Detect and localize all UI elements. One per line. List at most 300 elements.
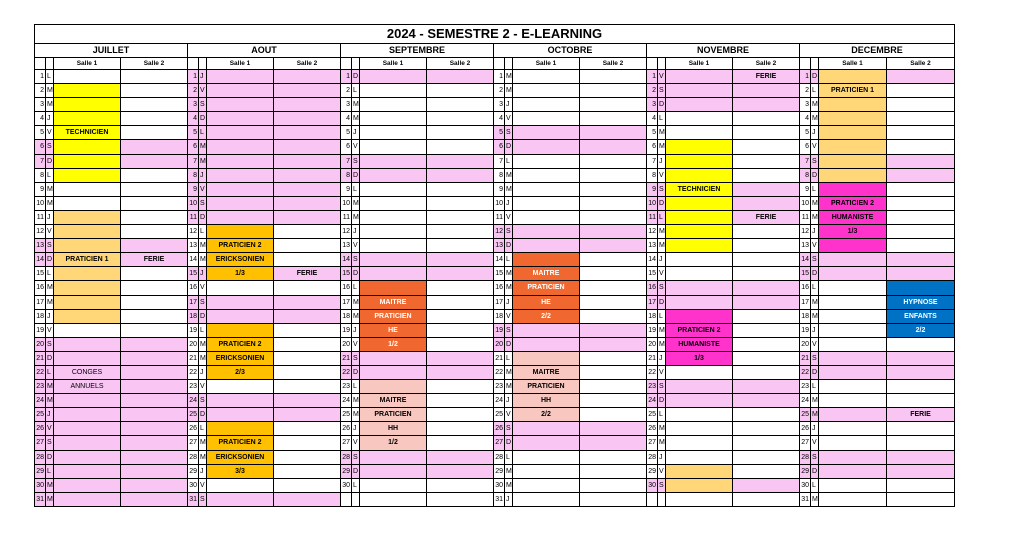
salle-header-row [35, 58, 188, 70]
salle-1-cell [54, 296, 121, 310]
salle-2-cell [274, 169, 341, 183]
day-number-header [800, 58, 811, 70]
day-row [341, 296, 494, 310]
day-number-header [188, 58, 199, 70]
salle-1-cell [819, 394, 887, 408]
day-number: 21 [35, 352, 46, 366]
day-number: 12 [188, 225, 199, 239]
weekday-letter: J [46, 408, 54, 422]
weekday-letter: M [658, 225, 666, 239]
day-number: 28 [494, 451, 505, 465]
day-row [341, 70, 494, 84]
day-row [35, 155, 188, 169]
day-row [188, 366, 341, 380]
day-row [35, 493, 188, 507]
salle-1-cell [666, 380, 733, 394]
salle-1-cell [54, 183, 121, 197]
day-number: 3 [494, 98, 505, 112]
weekday-letter: D [352, 70, 360, 84]
salle-1-cell: 1/2 [360, 436, 427, 450]
day-row [800, 169, 955, 183]
salle-1-cell: MAITRE [360, 296, 427, 310]
salle-1-cell: ANNUELS [54, 380, 121, 394]
salle-2-cell [733, 479, 800, 493]
day-row [647, 183, 800, 197]
salle-1-cell [54, 451, 121, 465]
weekday-letter: M [199, 155, 207, 169]
salle-2-cell [121, 183, 188, 197]
weekday-letter: D [199, 408, 207, 422]
salle-2-cell [580, 281, 647, 295]
salle-1-cell: 2/2 [513, 310, 580, 324]
salle-1-cell [54, 394, 121, 408]
weekday-letter: M [658, 239, 666, 253]
weekday-letter: M [505, 169, 513, 183]
weekday-letter: J [505, 394, 513, 408]
salle-1-cell [360, 112, 427, 126]
day-number: 13 [341, 239, 352, 253]
salle-2-cell [887, 380, 955, 394]
weekday-letter: J [46, 112, 54, 126]
day-row [188, 310, 341, 324]
salle-header-1: Salle 1 [513, 58, 580, 70]
salle-2-cell [733, 394, 800, 408]
day-row [800, 84, 955, 98]
salle-header-row [647, 58, 800, 70]
day-number: 16 [341, 281, 352, 295]
day-number [647, 493, 658, 507]
salle-2-cell [427, 479, 494, 493]
salle-1-cell: 2/3 [207, 366, 274, 380]
weekday-letter: V [505, 211, 513, 225]
salle-1-cell [666, 253, 733, 267]
day-row [341, 84, 494, 98]
weekday-letter: V [352, 338, 360, 352]
day-number-header [494, 58, 505, 70]
weekday-letter: V [658, 267, 666, 281]
salle-2-cell [733, 225, 800, 239]
weekday-letter: D [46, 155, 54, 169]
day-row [188, 70, 341, 84]
day-number: 5 [35, 126, 46, 140]
salle-1-cell [54, 281, 121, 295]
weekday-letter: S [811, 253, 819, 267]
day-row [647, 155, 800, 169]
weekday-letter: D [811, 366, 819, 380]
day-row [800, 183, 955, 197]
day-number: 5 [800, 126, 811, 140]
salle-2-cell [733, 352, 800, 366]
day-row [647, 422, 800, 436]
salle-2-cell [121, 394, 188, 408]
day-number: 11 [800, 211, 811, 225]
weekday-header [658, 58, 666, 70]
salle-1-cell [54, 155, 121, 169]
weekday-letter: M [199, 436, 207, 450]
day-row [341, 380, 494, 394]
day-number: 1 [800, 70, 811, 84]
salle-1-cell [819, 267, 887, 281]
day-row [800, 366, 955, 380]
salle-2-cell [274, 436, 341, 450]
weekday-letter: L [46, 465, 54, 479]
salle-1-cell [666, 296, 733, 310]
salle-1-cell [666, 479, 733, 493]
salle-2-cell [733, 408, 800, 422]
salle-2-cell [733, 267, 800, 281]
salle-2-cell [274, 155, 341, 169]
day-row [800, 140, 955, 154]
day-row [494, 296, 647, 310]
day-row [647, 211, 800, 225]
day-number: 17 [800, 296, 811, 310]
salle-1-cell [360, 267, 427, 281]
month-header: OCTOBRE [494, 44, 647, 58]
salle-2-cell [121, 493, 188, 507]
day-row [188, 211, 341, 225]
salle-2-cell [580, 112, 647, 126]
salle-2-cell [733, 422, 800, 436]
day-number: 9 [647, 183, 658, 197]
salle-1-cell: MAITRE [360, 394, 427, 408]
day-number: 30 [494, 479, 505, 493]
day-row [188, 436, 341, 450]
day-row [800, 310, 955, 324]
salle-2-cell [733, 253, 800, 267]
salle-2-cell [427, 380, 494, 394]
salle-1-cell [54, 310, 121, 324]
day-row [188, 225, 341, 239]
salle-2-cell [733, 366, 800, 380]
day-number: 7 [800, 155, 811, 169]
day-row [647, 253, 800, 267]
day-number: 18 [35, 310, 46, 324]
salle-2-cell [121, 211, 188, 225]
day-number: 10 [647, 197, 658, 211]
salle-1-cell: ERICKSONIEN [207, 352, 274, 366]
salle-1-cell [207, 112, 274, 126]
day-row [188, 380, 341, 394]
day-number: 28 [341, 451, 352, 465]
salle-1-cell [207, 155, 274, 169]
weekday-letter: V [352, 140, 360, 154]
day-number: 18 [494, 310, 505, 324]
day-row [494, 366, 647, 380]
salle-1-cell [819, 98, 887, 112]
day-row [800, 253, 955, 267]
salle-1-cell [666, 84, 733, 98]
day-number: 15 [494, 267, 505, 281]
weekday-letter: M [811, 394, 819, 408]
day-row [647, 380, 800, 394]
weekday-letter: V [811, 239, 819, 253]
salle-2-cell [427, 310, 494, 324]
day-number: 4 [647, 112, 658, 126]
day-number: 17 [188, 296, 199, 310]
salle-2-cell [121, 281, 188, 295]
salle-2-cell [274, 324, 341, 338]
day-number: 16 [188, 281, 199, 295]
calendar-title: 2024 - SEMESTRE 2 - E-LEARNING [35, 25, 955, 44]
weekday-letter: S [505, 126, 513, 140]
day-number: 14 [188, 253, 199, 267]
salle-1-cell [666, 281, 733, 295]
weekday-letter: S [199, 197, 207, 211]
weekday-letter: L [811, 84, 819, 98]
weekday-letter: D [811, 465, 819, 479]
weekday-letter: V [199, 380, 207, 394]
day-row [647, 140, 800, 154]
salle-1-cell: 1/2 [360, 338, 427, 352]
salle-2-cell [733, 155, 800, 169]
salle-2-cell [733, 197, 800, 211]
salle-2-cell [427, 338, 494, 352]
salle-2-cell [580, 267, 647, 281]
day-number: 6 [341, 140, 352, 154]
salle-header-row [188, 58, 341, 70]
salle-1-cell [513, 451, 580, 465]
salle-1-cell [360, 380, 427, 394]
day-row [494, 394, 647, 408]
day-number: 20 [800, 338, 811, 352]
salle-2-cell [121, 84, 188, 98]
day-row [494, 140, 647, 154]
salle-2-cell [121, 98, 188, 112]
weekday-letter: L [658, 408, 666, 422]
salle-1-cell [666, 155, 733, 169]
day-row [647, 70, 800, 84]
day-row [494, 197, 647, 211]
salle-2-cell [274, 225, 341, 239]
weekday-letter: M [352, 211, 360, 225]
day-row [341, 225, 494, 239]
day-row [800, 211, 955, 225]
day-number: 23 [494, 380, 505, 394]
salle-1-cell [207, 324, 274, 338]
day-row [35, 225, 188, 239]
salle-1-cell: HUMANISTE [666, 338, 733, 352]
salle-1-cell [666, 408, 733, 422]
salle-2-cell [580, 225, 647, 239]
salle-2-cell [580, 493, 647, 507]
weekday-letter: D [199, 211, 207, 225]
day-row [341, 408, 494, 422]
salle-2-cell [274, 465, 341, 479]
day-row [800, 436, 955, 450]
day-number: 9 [494, 183, 505, 197]
day-row [35, 281, 188, 295]
day-row [35, 197, 188, 211]
day-number: 4 [188, 112, 199, 126]
salle-2-cell [887, 239, 955, 253]
salle-2-cell [580, 253, 647, 267]
day-number: 8 [188, 169, 199, 183]
day-number: 20 [494, 338, 505, 352]
day-row [800, 465, 955, 479]
weekday-letter: L [505, 155, 513, 169]
salle-1-cell [360, 211, 427, 225]
salle-2-cell [274, 281, 341, 295]
day-row [341, 140, 494, 154]
salle-1-cell [819, 465, 887, 479]
salle-2-cell [274, 380, 341, 394]
weekday-letter: V [46, 422, 54, 436]
day-number: 16 [647, 281, 658, 295]
salle-1-cell [207, 310, 274, 324]
day-number: 13 [494, 239, 505, 253]
weekday-letter: S [658, 183, 666, 197]
salle-1-cell [360, 493, 427, 507]
day-number: 7 [647, 155, 658, 169]
day-row [341, 352, 494, 366]
month-column-juillet [35, 44, 188, 507]
salle-2-cell [121, 408, 188, 422]
day-number: 31 [494, 493, 505, 507]
day-number: 19 [800, 324, 811, 338]
weekday-letter: V [46, 225, 54, 239]
weekday-letter: V [352, 436, 360, 450]
weekday-letter: M [658, 422, 666, 436]
salle-2-cell [274, 112, 341, 126]
salle-2-cell [427, 140, 494, 154]
day-number: 27 [800, 436, 811, 450]
day-number: 23 [341, 380, 352, 394]
weekday-letter: J [352, 324, 360, 338]
weekday-letter: M [352, 112, 360, 126]
day-number: 1 [341, 70, 352, 84]
calendar-table [34, 24, 955, 507]
weekday-letter: D [505, 436, 513, 450]
salle-1-cell [666, 70, 733, 84]
salle-1-cell [207, 394, 274, 408]
salle-1-cell [513, 352, 580, 366]
salle-2-cell [580, 155, 647, 169]
weekday-letter: V [46, 126, 54, 140]
salle-1-cell: 3/3 [207, 465, 274, 479]
day-row [341, 366, 494, 380]
day-number: 15 [647, 267, 658, 281]
salle-1-cell [819, 310, 887, 324]
salle-2-cell [887, 197, 955, 211]
weekday-letter [658, 493, 666, 507]
day-number: 11 [494, 211, 505, 225]
weekday-letter: S [811, 352, 819, 366]
weekday-letter: L [199, 126, 207, 140]
day-number: 26 [800, 422, 811, 436]
day-number: 2 [800, 84, 811, 98]
day-row [188, 253, 341, 267]
day-number: 13 [647, 239, 658, 253]
day-number: 26 [35, 422, 46, 436]
day-number: 22 [494, 366, 505, 380]
day-row [494, 112, 647, 126]
month-column-novembre [647, 44, 800, 507]
salle-1-cell [513, 239, 580, 253]
salle-2-cell [274, 338, 341, 352]
weekday-letter: S [505, 422, 513, 436]
salle-1-cell [360, 70, 427, 84]
weekday-letter: S [46, 436, 54, 450]
day-number: 21 [341, 352, 352, 366]
weekday-letter: L [352, 380, 360, 394]
salle-1-cell [360, 479, 427, 493]
weekday-letter: M [505, 366, 513, 380]
day-row [188, 155, 341, 169]
salle-1-cell: ERICKSONIEN [207, 253, 274, 267]
day-row [647, 479, 800, 493]
day-number-header [647, 58, 658, 70]
day-row [494, 84, 647, 98]
salle-header-1: Salle 1 [819, 58, 887, 70]
salle-1-cell [819, 493, 887, 507]
salle-header-2: Salle 2 [427, 58, 494, 70]
day-number: 31 [188, 493, 199, 507]
salle-1-cell [513, 211, 580, 225]
day-row [494, 239, 647, 253]
salle-2-cell [580, 296, 647, 310]
day-row [494, 169, 647, 183]
salle-1-cell [207, 479, 274, 493]
salle-2-cell [121, 197, 188, 211]
salle-2-cell [274, 408, 341, 422]
day-number: 18 [341, 310, 352, 324]
weekday-letter: S [199, 394, 207, 408]
day-number: 31 [800, 493, 811, 507]
day-row [341, 112, 494, 126]
day-row [494, 126, 647, 140]
weekday-letter: M [811, 112, 819, 126]
salle-1-cell [54, 98, 121, 112]
salle-1-cell [360, 366, 427, 380]
day-row [188, 338, 341, 352]
day-number: 8 [341, 169, 352, 183]
salle-1-cell: HUMANISTE [819, 211, 887, 225]
day-number: 12 [800, 225, 811, 239]
weekday-letter: J [811, 225, 819, 239]
day-number [341, 493, 352, 507]
salle-2-cell [121, 239, 188, 253]
day-number: 10 [494, 197, 505, 211]
day-number: 31 [35, 493, 46, 507]
weekday-letter: M [505, 267, 513, 281]
salle-2-cell: ENFANTS [887, 310, 955, 324]
day-number: 5 [494, 126, 505, 140]
salle-1-cell [666, 366, 733, 380]
day-number: 11 [647, 211, 658, 225]
salle-1-cell [819, 70, 887, 84]
salle-1-cell [513, 465, 580, 479]
weekday-letter: J [658, 451, 666, 465]
salle-2-cell [580, 422, 647, 436]
salle-2-cell [580, 197, 647, 211]
day-number: 3 [647, 98, 658, 112]
weekday-letter: J [505, 98, 513, 112]
salle-2-cell [887, 112, 955, 126]
day-row [341, 281, 494, 295]
salle-1-cell [207, 197, 274, 211]
salle-1-cell [360, 169, 427, 183]
salle-2-cell [121, 225, 188, 239]
day-row [341, 169, 494, 183]
weekday-letter: M [658, 126, 666, 140]
month-header: JUILLET [35, 44, 188, 58]
weekday-letter: D [352, 267, 360, 281]
salle-1-cell: MAITRE [513, 267, 580, 281]
day-number: 14 [35, 253, 46, 267]
day-number: 23 [35, 380, 46, 394]
salle-1-cell [819, 169, 887, 183]
salle-2-cell [887, 211, 955, 225]
